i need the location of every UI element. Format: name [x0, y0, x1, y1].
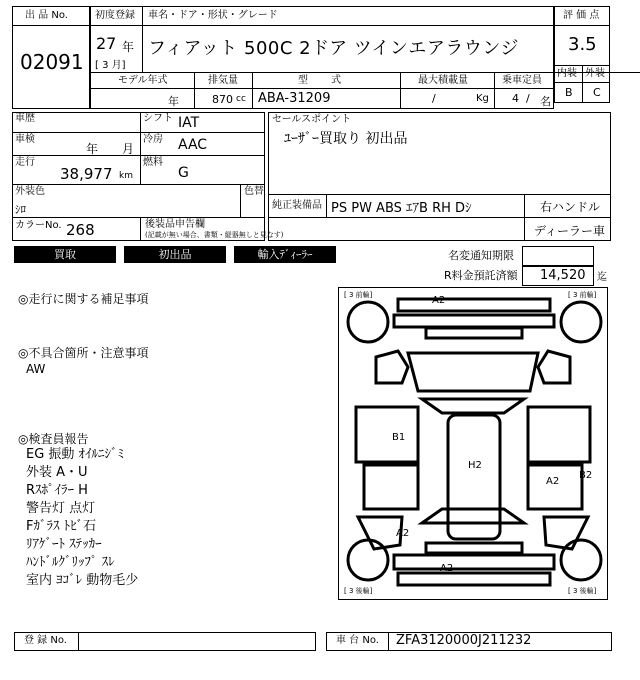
corner-front-left-label: [ 3 前輪]: [344, 291, 373, 299]
displacement: 870: [212, 93, 233, 106]
tag-buyout: 買取: [14, 246, 116, 263]
first-registration-month: [ 3 月]: [95, 60, 126, 71]
lot-number-label: 出 品 No.: [25, 10, 68, 21]
wheel-rear-left: [348, 540, 388, 580]
defect-item: AW: [26, 362, 46, 376]
inspector-item: ﾊﾝﾄﾞﾙｸﾞﾘｯﾌﾟ ｽﾚ: [26, 555, 115, 570]
sales-point: ﾕｰｻﾞｰ買取り 初出品: [284, 131, 408, 147]
recycle-fee-unit: 迄: [597, 272, 607, 283]
rear-bumper-shape: [394, 555, 554, 585]
ac-label: 冷房: [143, 134, 163, 145]
windshield: [422, 399, 524, 413]
interior-label: 内装: [557, 68, 577, 79]
handle-side: 右ハンドル: [540, 200, 601, 214]
rear-plate: [426, 543, 522, 553]
inspector-item: 外装 A・U: [26, 465, 88, 480]
model-code: ABA-31209: [258, 91, 331, 106]
capacity: 4: [512, 92, 519, 105]
registration-number-label: 登 録 No.: [24, 635, 67, 646]
recycle-fee: 14,520: [540, 268, 586, 283]
model-year-unit: 年: [168, 95, 179, 108]
capacity-label: 乗車定員: [502, 75, 542, 86]
mileage: 38,977: [60, 165, 113, 183]
recycle-fee-label: R料金預託済額: [444, 269, 518, 282]
model-type-label: 型 式: [298, 75, 352, 86]
front-grille: [426, 328, 522, 338]
hood: [408, 353, 538, 391]
aftermarket-note: (記載が無い場合、書類・縦器無しと見なす): [145, 231, 284, 239]
color-number: 268: [66, 221, 95, 239]
dealer-type: ディーラー車: [534, 224, 606, 238]
shift: IAT: [178, 115, 200, 131]
fuel: G: [178, 165, 189, 181]
inspector-item: Rｽﾎﾟｲﾗｰ H: [26, 483, 88, 498]
inspector-item: Fｶﾞﾗｽ ﾄﾋﾞ石: [26, 519, 97, 534]
equipment: PS PW ABS ｴｱB RH Dｼ: [331, 201, 472, 216]
interior-grade: B: [565, 86, 573, 99]
driving-notes-title: ◎走行に関する補足事項: [18, 292, 149, 306]
first-registration-label: 初度登録: [95, 10, 135, 21]
corner-rear-right-label: [ 3 後輪]: [568, 587, 597, 595]
corner-rear-left-label: [ 3 後輪]: [344, 587, 373, 595]
name-change-deadline-label: 名変通知期限: [448, 249, 514, 262]
damage-rear-bumper: A2: [440, 563, 454, 574]
ac: AAC: [178, 137, 208, 153]
corner-front-right-label: [ 3 前輪]: [568, 291, 597, 299]
color-number-label: カラーNo.: [15, 220, 62, 231]
exterior-color-label: 外装色: [15, 186, 45, 197]
right-door-front: [528, 407, 590, 462]
equipment-label: 純正装備品: [272, 200, 322, 211]
right-rear-quarter: [544, 517, 588, 549]
inspector-item: 警告灯 点灯: [26, 501, 96, 516]
inspection-label: 車検: [15, 134, 35, 145]
tag-import-dealer: 輸入ﾃﾞｨｰﾗｰ: [234, 246, 336, 263]
capacity-slash: /: [526, 92, 530, 105]
damage-front-bumper: A2: [432, 295, 446, 306]
displacement-label: 排気量: [208, 75, 238, 86]
damage-roof: H2: [468, 460, 482, 471]
mileage-label: 走行: [15, 157, 35, 168]
car-name: フィアット 500C 2ドア ツインエアラウンジ: [148, 38, 519, 59]
displacement-unit: cc: [236, 94, 246, 104]
max-load-unit: Kg: [476, 93, 489, 104]
car-name-label: 車名・ドア・形状・グレード: [148, 10, 278, 21]
wheel-rear-right: [561, 540, 601, 580]
model-year-label: モデル年式: [118, 75, 168, 86]
roof: [448, 415, 500, 539]
mileage-unit: km: [119, 171, 133, 181]
score: 3.5: [568, 34, 597, 55]
inspection-year: 年: [86, 142, 99, 156]
inspector-item: ﾘｱｹﾞｰﾄ ｽﾃｯｶｰ: [26, 537, 102, 552]
aftermarket-label: 後装品申告欄: [145, 219, 205, 230]
inspector-report-title: ◎検査員報告: [18, 432, 89, 446]
score-label: 評 価 点: [563, 10, 600, 21]
tag-first-listing: 初出品: [124, 246, 226, 263]
exterior-grade: C: [593, 86, 601, 99]
left-door-rear: [364, 465, 418, 509]
lot-number: 02091: [20, 50, 84, 74]
damage-right-rear-edge: B2: [579, 470, 593, 481]
inspector-item: EG 振動 ｵｲﾙﾆｼﾞﾐ: [26, 447, 125, 462]
max-load-label: 最大積載量: [418, 75, 468, 86]
wheel-front-right: [561, 302, 601, 342]
inspection-month: 月: [122, 142, 135, 156]
name-change-deadline-box: [522, 246, 594, 266]
history-label: 車歴: [15, 113, 35, 124]
front-left-fender: [376, 351, 408, 383]
damage-left-front: B1: [392, 432, 406, 443]
vin-label: 車 台 No.: [336, 635, 379, 646]
vin: ZFA3120000J211232: [396, 633, 532, 648]
shift-label: シフト: [143, 113, 173, 124]
exterior-color: ｼﾛ: [15, 203, 26, 216]
capacity-unit: 名: [540, 95, 551, 108]
year-unit: 年: [122, 40, 135, 54]
defects-title: ◎不具合箇所・注意事項: [18, 346, 149, 360]
first-registration-year: 27: [96, 34, 117, 53]
exterior-label: 外装: [585, 68, 605, 79]
damage-right-rear: A2: [546, 476, 560, 487]
sales-point-label: セールスポイント: [272, 114, 352, 125]
front-right-fender: [538, 351, 570, 383]
damage-left-rear: A2: [396, 528, 410, 539]
fuel-label: 燃料: [143, 157, 163, 168]
car-diagram: [338, 287, 608, 600]
rear-window: [422, 509, 524, 523]
front-bumper-shape: [394, 299, 554, 327]
wheel-front-left: [348, 302, 388, 342]
left-door-front: [356, 407, 418, 462]
right-door-rear: [528, 465, 582, 509]
max-load-slash: /: [432, 92, 436, 105]
inspector-item: 室内 ﾖｺﾞﾚ 動物毛少: [26, 573, 139, 588]
color-change-label: 色替: [244, 186, 264, 197]
